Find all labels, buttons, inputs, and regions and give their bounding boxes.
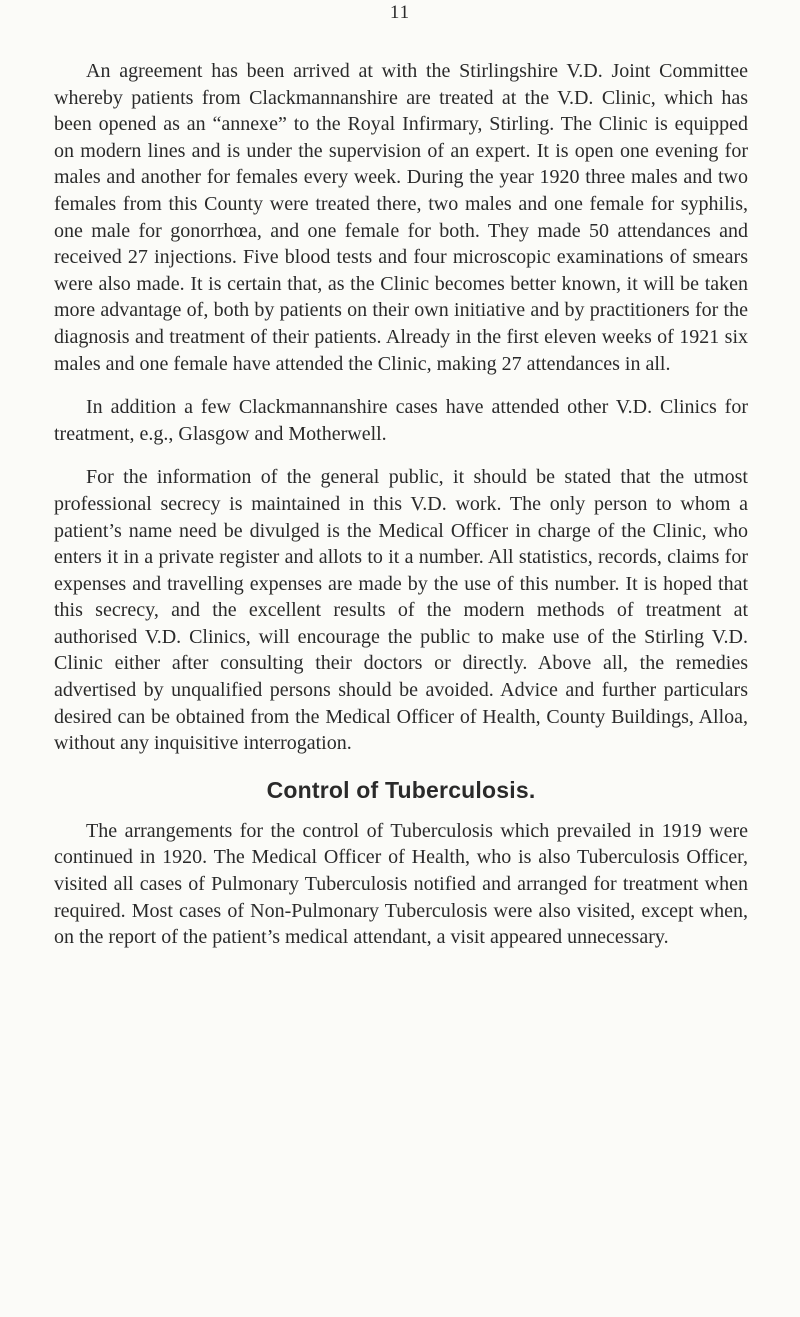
page-number: 11: [389, 2, 411, 23]
body-text: [54, 58, 748, 968]
paragraph-other-clinics: In addition a few Clackmannanshire cases have attended other V.D. Clinics for treatment, e.g., Glasgow and Motherwell.: [54, 396, 748, 445]
paragraph-vd-clinic: An agreement has been arrived at with the Stirlingshire V.D. Joint Committee whereby patients from Clackmannanshire are treated at the V.D. Clinic, which has been opened as an “annexe” to the Royal Infirmary, Stirling. The Clinic is equipped on modern lines and is under the supervision of an expert. It is open one evening for males and another for females every week. During the year 1920 three males and two females from this County were treated there, two males and one female for syphilis, one male for gonorrhœa, and one female for both. They made 50 attendances and received 27 injections. Five blood tests and four microscopic examinations of smears were also made. It is certain that, as the Clinic becomes better known, it will be taken more advantage of, both by patients on their own initiative and by practitioners for the diagnosis and treatment of their patients. Already in the first eleven weeks of 1921 six males and one female have attended the Clinic, making 27 attendances in all.: [54, 60, 748, 375]
paragraph-secrecy: For the information of the general public, it should be stated that the utmost professional secrecy is maintained in this V.D. work. The only person to whom a patient’s name need be divulged is the Medical Officer in charge of the Clinic, who enters it in a private register and allots to it a number. All statistics, records, claims for expenses and travelling expenses are made by the use of this number. It is hoped that this secrecy, and the excellent results of the modern methods of treatment at authorised V.D. Clinics, will encourage the public to make use of the Stirling V.D. Clinic either after consulting their doctors or directly. Above all, the remedies advertised by unqualified persons should be avoided. Advice and further particulars desired can be obtained from the Medical Officer of Health, County Buildings, Alloa, without any inquisitive interrogation.: [54, 466, 748, 755]
section-heading-tuberculosis: Control of Tuberculosis.: [266, 776, 536, 803]
paragraph-tuberculosis: The arrangements for the control of Tuberculosis which prevailed in 1919 were continued in 1920. The Medical Officer of Health, who is also Tuberculosis Officer, visited all cases of Pulmonary Tuberculosis notified and arranged for treatment when required. Most cases of Non-Pulmonary Tuberculosis were also visited, except when, on the report of the patient’s medical attendant, a visit appeared unnecessary.: [54, 819, 748, 949]
